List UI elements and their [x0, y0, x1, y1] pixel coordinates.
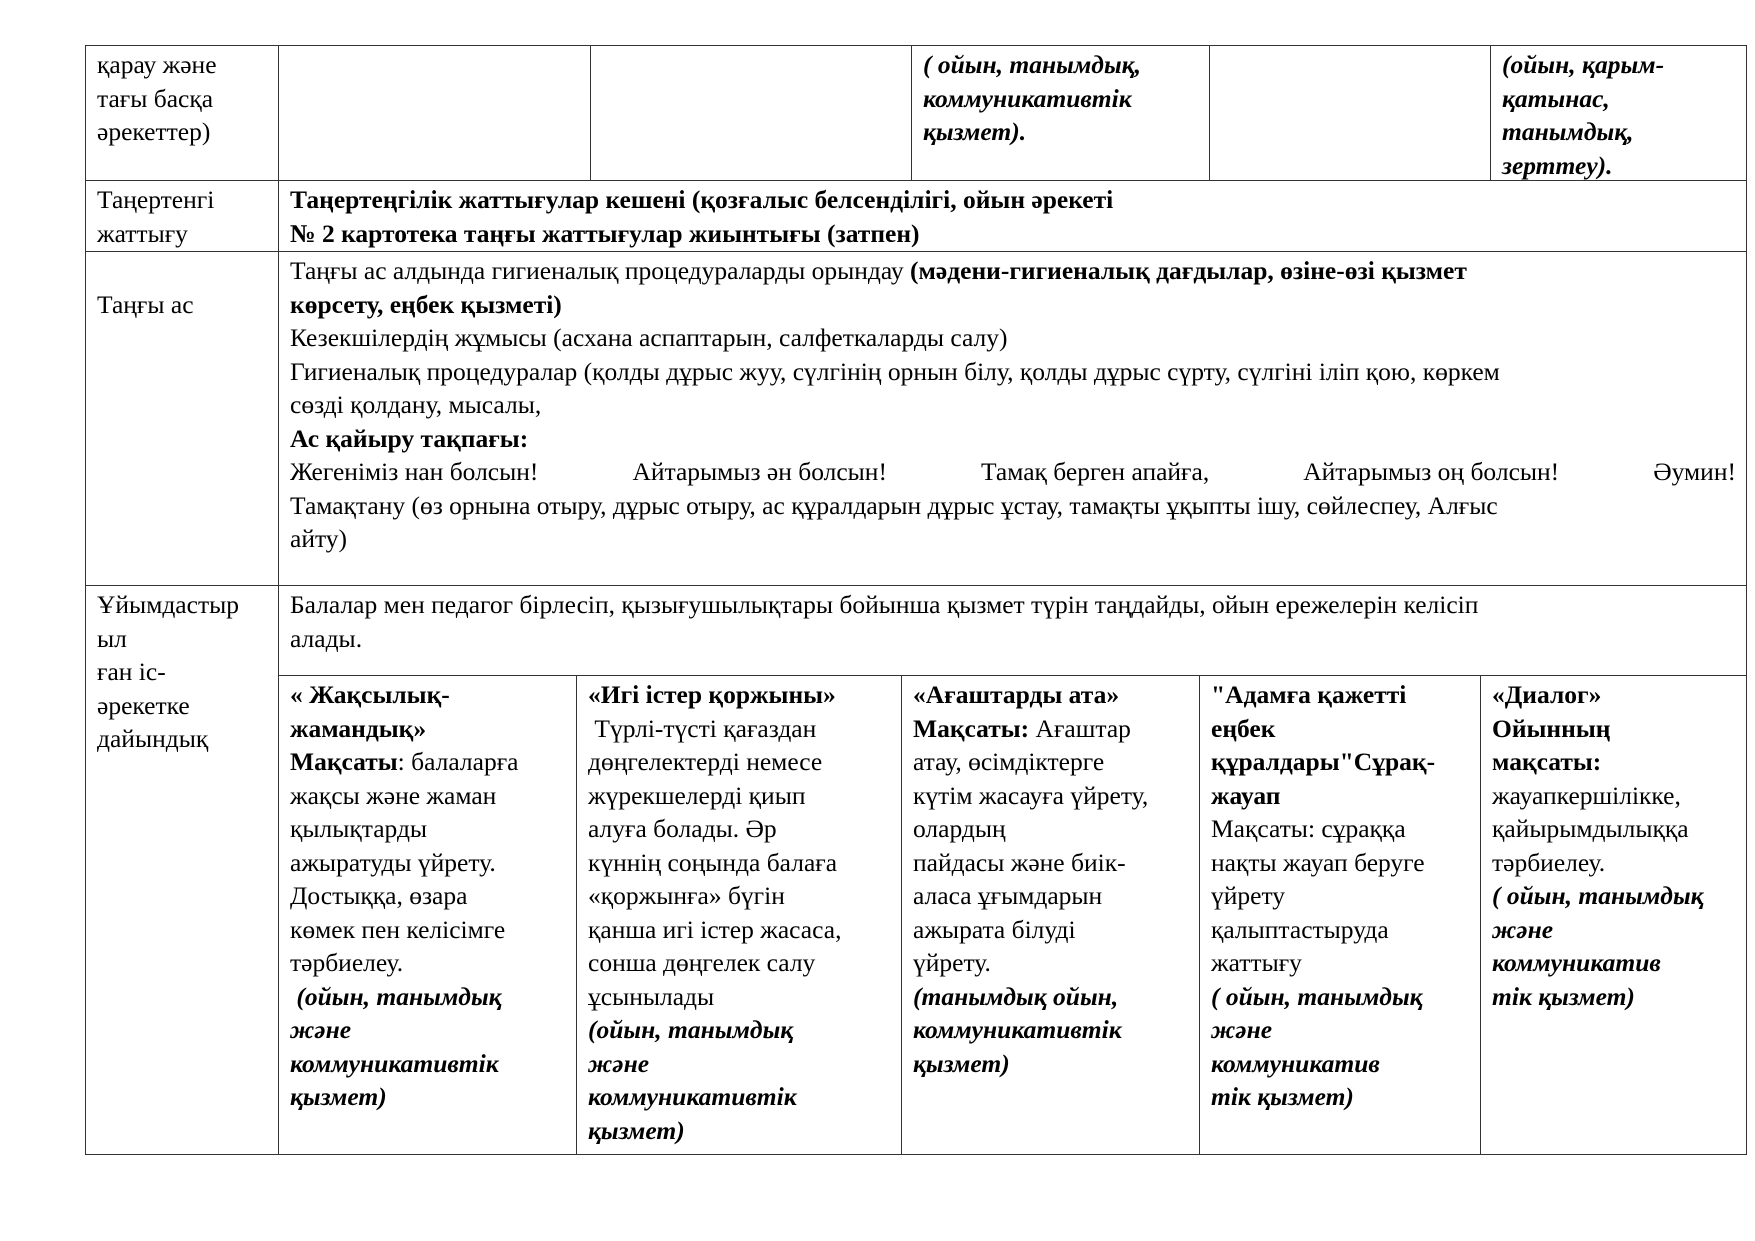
- breakfast-line: сөзді қолдану, мысалы,: [290, 390, 542, 419]
- card-body: жүрекшелерді қиып: [588, 780, 806, 810]
- card-body: Мақсаты: сұраққа: [1211, 814, 1406, 843]
- label-line: дайындық: [97, 724, 209, 753]
- card-body: дөңгелектерді немесе: [588, 747, 823, 776]
- card-tag: коммуникативтік: [290, 1048, 499, 1078]
- card-tag: коммуникатив: [1492, 948, 1661, 977]
- verse-part: Жегеніміз нан болсын!: [290, 457, 539, 486]
- activity-card-2: [576, 675, 901, 1154]
- label-line: Таңғы ас: [97, 290, 194, 319]
- card-body: қылықтарды: [290, 814, 428, 843]
- day-cell-3: [911, 46, 1209, 180]
- card-tag: және: [290, 1015, 352, 1044]
- activity-tag: танымдық,: [1502, 117, 1634, 146]
- activity-tag: қызмет).: [923, 117, 1027, 146]
- exercise-line: № 2 картотека таңғы жаттығулар жиынтығы (затпен): [290, 218, 920, 248]
- card-tag: қызмет): [290, 1082, 387, 1111]
- activity-card-1: [279, 675, 576, 1154]
- card-tag: және: [1211, 1015, 1273, 1044]
- breakfast-line: Кезекшілердің жұмысы (асхана аспаптарын, салфеткаларды салу): [290, 323, 1008, 352]
- card-tag: және: [1492, 914, 1554, 944]
- card-body: атау, өсімдіктерге: [913, 747, 1105, 776]
- card-title: жамандық»: [290, 713, 427, 743]
- card-title: құралдары"Сұрақ-: [1211, 747, 1436, 776]
- verse-part: Айтарымыз ән болсын!: [632, 457, 887, 486]
- breakfast-content: [278, 252, 1746, 585]
- activity-tag: коммуникативтік: [923, 83, 1132, 113]
- card-body: жаттығу: [1211, 948, 1302, 977]
- card-title: «Диалог»: [1492, 680, 1602, 709]
- activity-card-4: [1199, 675, 1480, 1154]
- card-tag: (танымдық ойын,: [913, 981, 1119, 1011]
- verse-part: Әумин!: [1653, 457, 1736, 486]
- exercise-content: [278, 181, 1746, 251]
- card-body: ұсынылады: [588, 981, 715, 1011]
- card-body: көмек пен келісімге: [290, 914, 506, 944]
- card-goal: Ойынның: [1492, 713, 1611, 743]
- card-body: ажырата білуді: [913, 914, 1076, 944]
- day-cell-4: [1209, 46, 1490, 180]
- card-body: күннің соңында балаға: [588, 847, 838, 877]
- card-tag: тік қызмет): [1211, 1082, 1354, 1111]
- card-tag: (ойын, танымдық: [588, 1015, 794, 1044]
- activity-tag: ( ойын, танымдық,: [923, 50, 1141, 79]
- activity-tag: зерттеу).: [1502, 150, 1613, 180]
- card-title: «Ағаштарды ата»: [913, 680, 1120, 709]
- card-tag: қызмет): [588, 1115, 685, 1145]
- verse-part: Тамақ берген апайға,: [980, 457, 1210, 486]
- card-tag: тік қызмет): [1492, 981, 1635, 1011]
- card-body: ажыратуды үйрету.: [290, 847, 496, 877]
- row-continuation: [85, 45, 1747, 180]
- plan-table: [85, 45, 1747, 1155]
- breakfast-line: Таңғы ас алдында гигиеналық процедураларды орындау (мәдени-гигиеналық дағдылар, өзіне-өзі қызмет: [290, 256, 1467, 285]
- day-cell-5: [1490, 46, 1746, 180]
- card-body: жауапкершілікке,: [1492, 780, 1681, 810]
- activity-card-5: [1480, 675, 1746, 1154]
- activity-tag: (ойын, қарым-: [1502, 50, 1665, 79]
- breakfast-line: Гигиеналық процедуралар (қолды дұрыс жуу, сүлгінің орнын білу, қолды дұрыс сүрту, сүлгіні іліп қою, көркем: [290, 356, 1500, 386]
- card-tag: ( ойын, танымдық: [1211, 981, 1423, 1011]
- card-goal: Мақсаты: Ағаштар: [913, 713, 1131, 743]
- day-cell-1: [278, 46, 590, 180]
- activity-columns: [279, 675, 1746, 1154]
- intro-line: Балалар мен педагог бірлесіп, қызығушылықтары бойынша қызмет түрін таңдайды, ойын ережелерін келісіп: [290, 590, 1479, 619]
- verse-line: [290, 455, 1736, 489]
- row-breakfast: [85, 251, 1747, 585]
- card-body: пайдасы және биік-: [913, 847, 1126, 877]
- card-body: сонша дөңгелек салу: [588, 948, 816, 977]
- label-line: Таңертенгі: [97, 185, 215, 214]
- label-line: ыл: [97, 623, 127, 653]
- intro-line: алады.: [290, 623, 363, 653]
- card-body: үйрету.: [913, 948, 991, 977]
- label-line: әрекеттер): [97, 117, 211, 146]
- card-body: «қоржынға» бүгін: [588, 881, 785, 910]
- card-body: қалыптастыруда: [1211, 914, 1389, 944]
- organized-right: [278, 586, 1746, 1154]
- breakfast-line: Тамақтану (өз орнына отыру, дұрыс отыру, ас құралдарын дұрыс ұстау, тамақты ұқыпты ішу, сөйлеспеу, Алғыс: [290, 490, 1498, 520]
- card-body: күтім жасауға үйрету,: [913, 780, 1149, 810]
- card-title: «Игі істер қоржыны»: [588, 680, 836, 709]
- organized-intro: [279, 586, 1746, 675]
- label-line: әрекетке: [97, 690, 190, 720]
- card-goal: Мақсаты: балаларға: [290, 747, 519, 776]
- verse-heading: Ас қайыру тақпағы:: [290, 423, 529, 453]
- row-label: [86, 252, 278, 585]
- card-body: тәрбиелеу.: [290, 948, 404, 977]
- exercise-line: Таңертеңгілік жаттығулар кешені (қозғалыс белсенділігі, ойын әрекеті: [290, 185, 1114, 214]
- card-title: жауап: [1211, 780, 1281, 810]
- card-body: Достыққа, өзара: [290, 881, 468, 910]
- card-body: жақсы және жаман: [290, 780, 497, 810]
- card-tag: қызмет): [913, 1048, 1010, 1078]
- label-line: ған іс-: [97, 657, 166, 686]
- label-line: қарау және: [97, 50, 217, 79]
- breakfast-line: көрсету, еңбек қызметі): [290, 289, 562, 319]
- card-tag: коммуникатив: [1211, 1048, 1380, 1078]
- card-body: қанша игі істер жасаса,: [588, 914, 842, 944]
- card-tag: (ойын, танымдық: [290, 981, 502, 1011]
- verse-part: Айтарымыз оң болсын!: [1303, 457, 1560, 486]
- card-body: нақты жауап беруге: [1211, 847, 1425, 877]
- card-body: аласа ұғымдарын: [913, 881, 1103, 910]
- label-line: тағы басқа: [97, 83, 214, 113]
- card-body: олардың: [913, 814, 1006, 843]
- activity-card-3: [901, 675, 1199, 1154]
- card-title: еңбек: [1211, 713, 1276, 743]
- card-title: "Адамға қажетті: [1211, 680, 1407, 709]
- card-body: Түрлі-түсті қағаздан: [588, 713, 817, 743]
- card-tag: және: [588, 1048, 650, 1078]
- card-title: « Жақсылық-: [290, 680, 450, 709]
- card-tag: ( ойын, танымдық: [1492, 881, 1704, 910]
- label-line: Ұйымдастыр: [97, 590, 239, 619]
- row-label: [86, 46, 278, 180]
- card-goal: мақсаты:: [1492, 747, 1602, 776]
- card-body: үйрету: [1211, 881, 1286, 910]
- card-body: қайырымдылыққа: [1492, 814, 1689, 843]
- day-cell-2: [590, 46, 911, 180]
- card-tag: коммуникативтік: [913, 1015, 1122, 1044]
- card-body: алуға болады. Әр: [588, 814, 777, 843]
- card-body: тәрбиелеу.: [1492, 847, 1606, 877]
- card-tag: коммуникативтік: [588, 1082, 797, 1111]
- row-morning-exercise: [85, 180, 1747, 251]
- row-label: [86, 586, 278, 1154]
- row-label: [86, 181, 278, 251]
- activity-tag: қатынас,: [1502, 83, 1610, 113]
- label-line: жаттығу: [97, 218, 188, 248]
- row-organized-activity: [85, 585, 1747, 1155]
- breakfast-line: айту): [290, 524, 348, 553]
